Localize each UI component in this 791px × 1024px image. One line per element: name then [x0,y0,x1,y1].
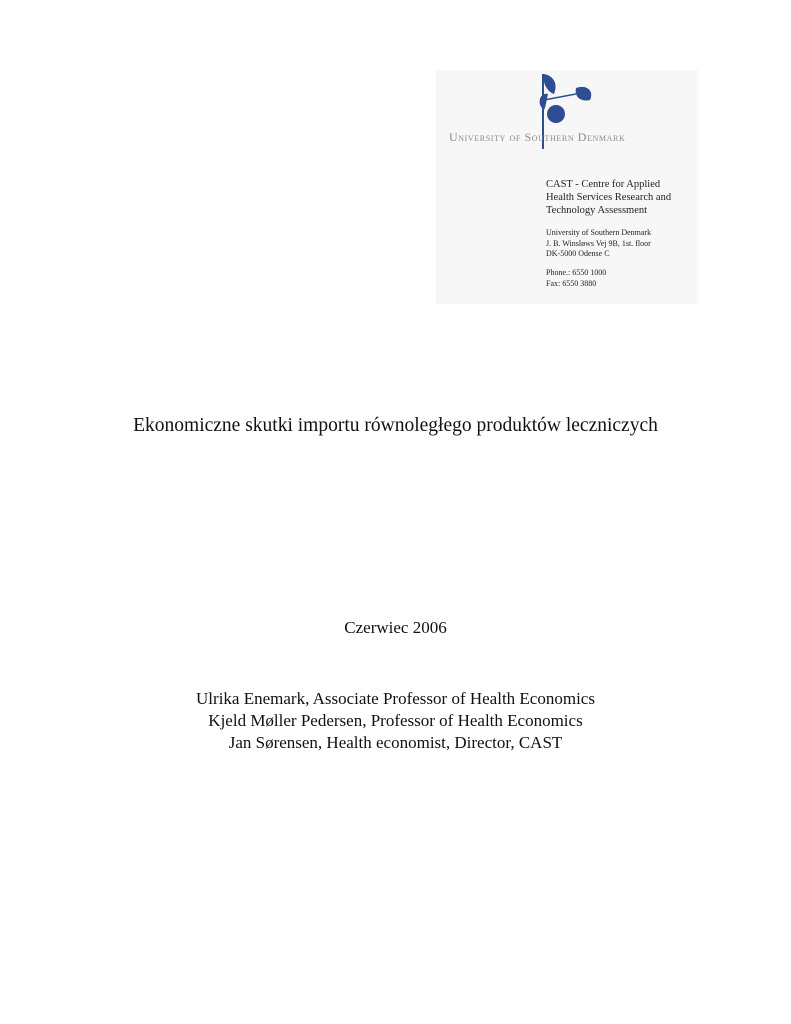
author-line: Jan Sørensen, Health economist, Director, CAST [228,733,563,752]
author-list [0,688,791,754]
postal-address [546,228,651,260]
fax-number: Fax: 6550 3880 [546,278,597,288]
university-name: University of Southern Denmark [449,130,626,144]
department-line: Health Services Research and [546,192,672,203]
contact-details [546,268,606,289]
address-line: J. B. Winsløws Vej 9B, 1st. floor [546,238,651,248]
author-line: Kjeld Møller Pedersen, Professor of Health Economics [208,711,583,730]
letterhead [436,70,698,304]
department-name [546,178,671,217]
address-line: University of Southern Denmark [546,228,652,237]
department-line: Technology Assessment [546,205,648,216]
author-line: Ulrika Enemark, Associate Professor of Health Economics [196,689,595,708]
department-line: CAST - Centre for Applied [546,179,661,190]
address-line: DK-5000 Odense C [546,249,610,258]
document-title: Ekonomiczne skutki importu równoległego produktów leczniczych [133,415,658,436]
document-date: Czerwiec 2006 [344,618,447,637]
phone-number: Phone.: 6550 1000 [546,268,607,277]
